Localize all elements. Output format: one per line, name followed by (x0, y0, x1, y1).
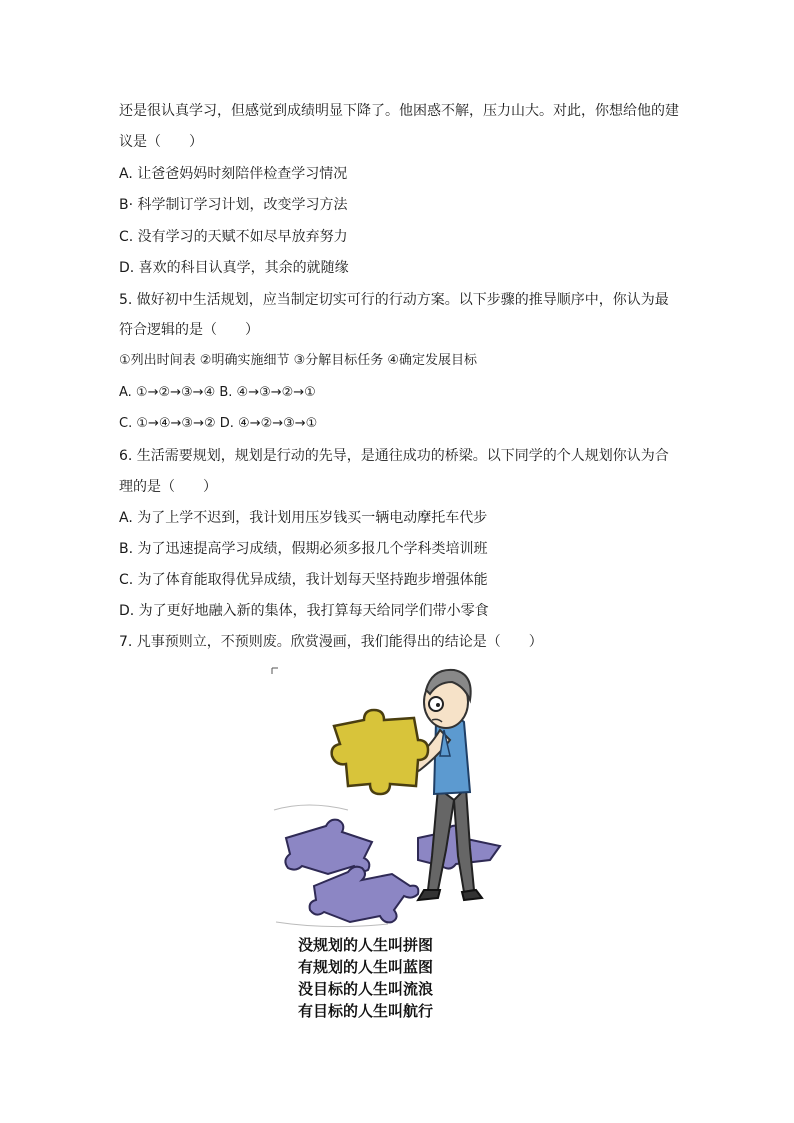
q4-option-b: B· 科学制订学习计划，改变学习方法 (119, 197, 348, 213)
q4-option-a: A. 让爸爸妈妈时刻陪伴检查学习情况 (119, 166, 348, 182)
puzzle-comic (268, 660, 524, 1030)
purple-puzzle-piece-front (310, 867, 419, 923)
comic-caption-1: 没规划的人生叫拼图 (298, 936, 434, 954)
q5-steps: ①列出时间表 ②明确实施细节 ③分解目标任务 ④确定发展目标 (119, 353, 478, 368)
q7-stem: 7. 凡事预则立，不预则废。欣赏漫画，我们能得出的结论是（ ） (119, 634, 543, 650)
q4-option-d: D. 喜欢的科目认真学，其余的就随缘 (119, 260, 349, 276)
q5-options-row1: A. ①→②→③→④ B. ④→③→②→① (119, 385, 316, 400)
q5-options-row2: C. ①→④→③→② D. ④→②→③→① (119, 416, 318, 431)
yellow-puzzle-piece (332, 710, 428, 794)
q6-stem-line1: 6. 生活需要规划，规划是行动的先导，是通往成功的桥梁。以下同学的个人规划你认为合 (119, 448, 669, 464)
comic-caption-2: 有规划的人生叫蓝图 (298, 958, 434, 976)
q6-option-c: C. 为了体育能取得优异成绩，我计划每天坚持跑步增强体能 (119, 572, 488, 588)
q6-option-b: B. 为了迅速提高学习成绩，假期必须多报几个学科类培训班 (119, 541, 488, 557)
comic-caption-3: 没目标的人生叫流浪 (298, 980, 434, 998)
q5-stem-line2: 符合逻辑的是（ ） (119, 322, 259, 338)
q6-option-d: D. 为了更好地融入新的集体，我打算每天给同学们带小零食 (119, 603, 489, 619)
q4-stem-line1: 还是很认真学习，但感觉到成绩明显下降了。他困惑不解，压力山大。对此，你想给他的建 (119, 103, 679, 119)
q4-stem-line2: 议是（ ） (119, 134, 203, 150)
q6-option-a: A. 为了上学不迟到，我计划用压岁钱买一辆电动摩托车代步 (119, 510, 488, 526)
comic-caption-4: 有目标的人生叫航行 (298, 1002, 434, 1020)
q4-option-c: C. 没有学习的天赋不如尽早放弃努力 (119, 229, 348, 245)
q6-stem-line2: 理的是（ ） (119, 479, 217, 495)
q5-stem-line1: 5. 做好初中生活规划，应当制定切实可行的行动方案。以下步骤的推导顺序中，你认为最 (119, 292, 669, 308)
purple-puzzle-piece-left (285, 820, 372, 874)
